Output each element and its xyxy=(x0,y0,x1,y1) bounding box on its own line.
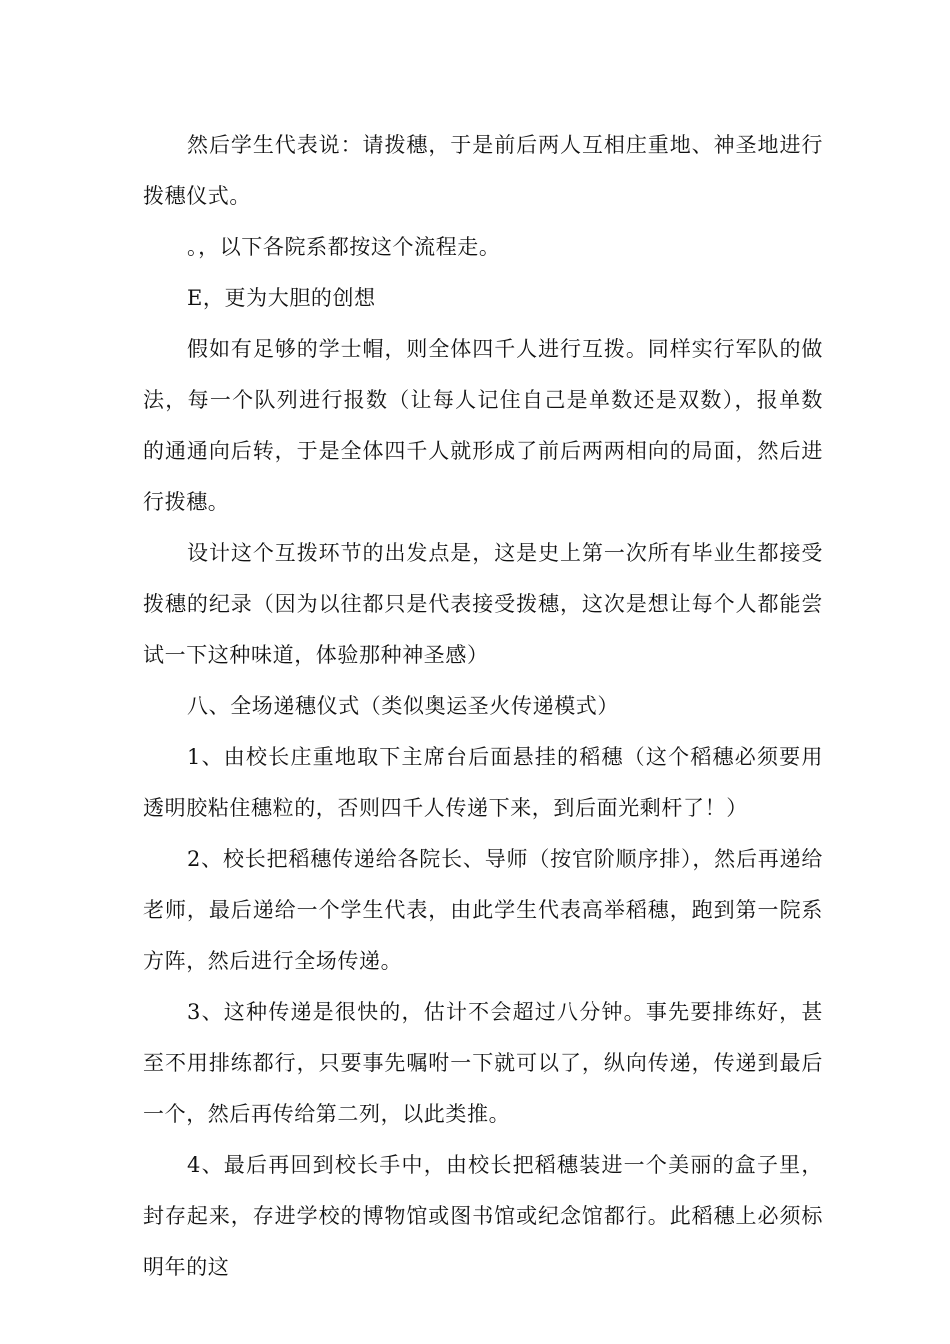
document-body xyxy=(143,120,823,1293)
paragraph-item-2: 2、校长把稻穗传递给各院长、导师（按官阶顺序排），然后再递给老师，最后递给一个学生代表，由此学生代表高举稻穗，跑到第一院系方阵，然后进行全场传递。 xyxy=(143,847,823,973)
paragraph-4: 假如有足够的学士帽，则全体四千人进行互拨。同样实行军队的做法，每一个队列进行报数（让每人记住自己是单数还是双数），报单数的通通向后转，于是全体四千人就形成了前后两两相向的局面，然后进行拨穗。 xyxy=(143,337,823,514)
paragraph-5: 设计这个互拨环节的出发点是，这是史上第一次所有毕业生都接受拨穗的纪录（因为以往都只是代表接受拨穗，这次是想让每个人都能尝试一下这种味道，体验那种神圣感） xyxy=(143,541,823,667)
paragraph-item-4: 4、最后再回到校长手中，由校长把稻穗装进一个美丽的盒子里，封存起来，存进学校的博物馆或图书馆或纪念馆都行。此稻穗上必须标明年的这 xyxy=(143,1153,823,1279)
section-heading-8: 八、全场递穗仪式（类似奥运圣火传递模式） xyxy=(187,694,619,718)
paragraph-1: 然后学生代表说：请拨穗，于是前后两人互相庄重地、神圣地进行拨穗仪式。 xyxy=(143,133,823,208)
paragraph-item-1: 1、由校长庄重地取下主席台后面悬挂的稻穗（这个稻穗必须要用透明胶粘住穗粒的，否则四千人传递下来，到后面光剩杆了！） xyxy=(143,745,823,820)
paragraph-2: 。，以下各院系都按这个流程走。 xyxy=(187,235,501,259)
paragraph-item-3: 3、这种传递是很快的，估计不会超过八分钟。事先要排练好，甚至不用排练都行，只要事先嘱咐一下就可以了，纵向传递，传递到最后一个，然后再传给第二列，以此类推。 xyxy=(143,1000,823,1126)
paragraph-3: E，更为大胆的创想 xyxy=(187,286,376,310)
